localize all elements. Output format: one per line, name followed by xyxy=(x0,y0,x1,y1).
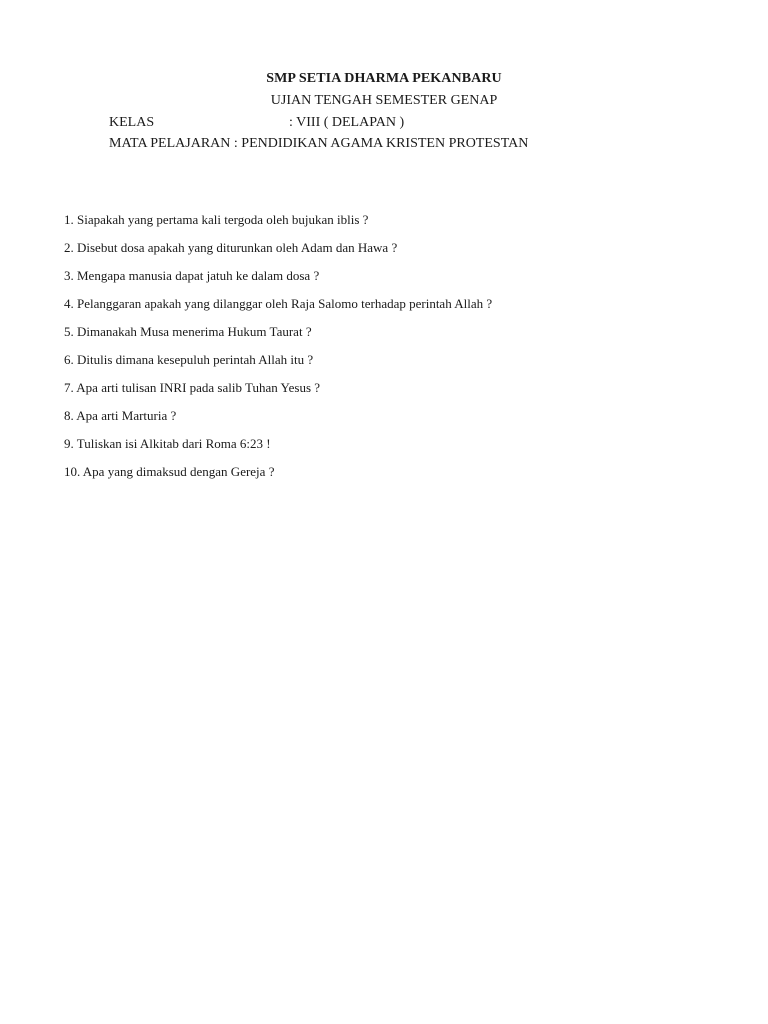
question-item: 8. Apa arti Marturia ? xyxy=(64,408,177,423)
exam-title: UJIAN TENGAH SEMESTER GENAP xyxy=(270,93,498,108)
subject-row xyxy=(109,136,528,152)
school-name: SMP SETIA DHARMA PEKANBARU xyxy=(266,71,502,86)
question-item: 2. Disebut dosa apakah yang diturunkan oleh Adam dan Hawa ? xyxy=(64,240,398,255)
class-row xyxy=(109,115,404,131)
question-item: 7. Apa arti tulisan INRI pada salib Tuhan Yesus ? xyxy=(64,380,321,395)
class-value: : VIII ( DELAPAN ) xyxy=(289,115,405,130)
subject-value: : PENDIDIKAN AGAMA KRISTEN PROTESTAN xyxy=(230,136,529,151)
question-item: 1. Siapakah yang pertama kali tergoda oleh bujukan iblis ? xyxy=(64,212,369,227)
subject-label: MATA PELAJARAN xyxy=(109,136,231,151)
question-item: 5. Dimanakah Musa menerima Hukum Taurat ? xyxy=(64,324,312,339)
question-item: 4. Pelanggaran apakah yang dilanggar oleh Raja Salomo terhadap perintah Allah ? xyxy=(64,296,493,311)
question-item: 10. Apa yang dimaksud dengan Gereja ? xyxy=(64,464,275,479)
class-label: KELAS xyxy=(109,115,155,130)
question-list xyxy=(64,212,492,492)
question-item: 3. Mengapa manusia dapat jatuh ke dalam dosa ? xyxy=(64,268,320,283)
question-item: 9. Tuliskan isi Alkitab dari Roma 6:23 ! xyxy=(64,436,271,451)
question-item: 6. Ditulis dimana kesepuluh perintah Allah itu ? xyxy=(64,352,314,367)
